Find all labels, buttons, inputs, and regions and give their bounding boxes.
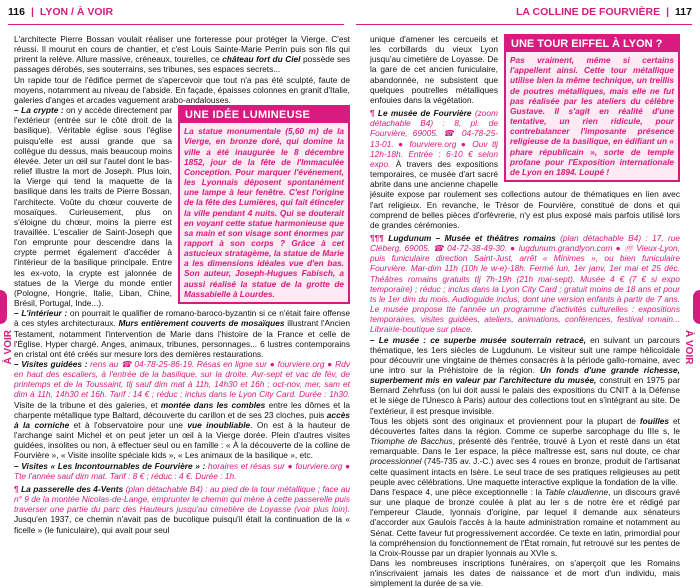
paragraph xyxy=(370,416,680,487)
info-box-tour-eiffel xyxy=(504,34,680,182)
right-header-rule xyxy=(356,24,692,25)
info-box-lumineuse xyxy=(178,105,350,304)
left-page-number: 116 xyxy=(8,6,25,18)
left-column xyxy=(14,34,350,535)
text: Visite de la tribune et des galeries, et xyxy=(14,399,161,410)
highlight: Un fonds d'une grande richesse, superbement mis en valeur par l'architecture du musée, xyxy=(370,365,680,386)
paragraph xyxy=(14,359,350,461)
text: Tous les objets sont des originaux et proviennent pour la plupart de xyxy=(370,415,640,426)
highlight: château fort du Ciel xyxy=(222,54,301,65)
header-separator: | xyxy=(30,6,34,18)
text: . On est à la hauteur de l'archange saint Michel et on peut jeter un œil à la Vierge dorée. Plein d'autres visites guidées, insolites ou non, à effectuer seul ou en famille : « À la découverte de la colline de Fourvière », « Visite insolite spéciale kids », « Les animaux de la basilique », etc. xyxy=(14,419,350,461)
practical-info: Mar-dim 11h (10h le w-e)-18h. Fermé lun, 1er janv, 1er mai et 25 déc. Théâtres romains gratuits tlj 7h-19h (21h mai-sept). Musée 4 € (7 € si expo temporaire) ; réduc ; inclus dans la Lyon City Card ; gratuit moins de 18 ans et pour ts le 1er dim du mois. Audioguide inclus, dont une version enfants à partir de 7 ans. Le musée propose tte l'année un programme d'activités culturelles : expositions temporaires, visites guidées, ateliers, animations, conférences, festival romain... Librairie-boutique sur place. xyxy=(370,263,680,335)
landmark-icon: ¶ xyxy=(14,483,19,494)
left-section-title: LYON / À VOIR xyxy=(39,6,114,18)
right-column xyxy=(370,34,680,588)
paragraph xyxy=(14,461,350,481)
side-tab-label: À VOIR xyxy=(3,330,14,365)
text: (745-735 av. J.-C.) avec ses 4 roues en bronze, produit de l'artisanat celte quasiment intacts en Isère. Le seul trace de ses pratiques religieuses au petit peuple avec célébrations. Une maquette interactive explique la fondation de la ville. xyxy=(370,456,680,487)
practical-info: (plan détachable B4) : 17, rue Cléberg, 69005. ☎ 04-72-38-49-30. ● lugdunum.grandlyon.com ● ⓜ Vieux-Lyon, puis funiculaire direction Saint-Just, arrêt « Minimes », ou bien funiculaire Fourvière. xyxy=(370,232,680,274)
landmark-icon: ¶ xyxy=(370,108,375,119)
info-box-title: UNE TOUR EIFFEL À LYON ? xyxy=(506,36,678,52)
info-box-text: Pas vraiment, même si certains l'appellent ainsi. Cette tour métallique utilise bien la même technique, un treillis de poutres métalliques, mais elle ne fut pas réalisée par les ateliers du célèbre Gustave. Il s'agit en réalité d'une tentative, un rien ridicule, pour contrebalancer l'imposante présence religieuse de la basilique, en édifiant un « phare républicain », sorte de temple profane pour l'Exposition internationale de Lyon en 1894. Loupé ! xyxy=(506,52,678,180)
highlight: fouilles xyxy=(639,415,670,426)
info-box-title: UNE IDÉE LUMINEUSE xyxy=(180,107,348,123)
text: on y accède directement par l'extérieur (entrée sur le côté droit de la basilique). Véritable église sous l'église puisqu'elle est aussi grande que sa collègue du dessus, mais beaucoup moins élevée. Jeter un œil sur l'autel dont le bas-relief illustre la mort de Joseph. Plus loin, la Vierge qui tend la maquette de la basilique dans les traits de Pierre Bossan, l'architecte. Voûte du chœur couverte de mosaïques. Curieusement, plus on s'éloigne du chœur, moins la pierre est travaillée. L'escalier de Saint-Joseph que l'on emprunte pour descendre dans la crypte permet également d'accéder à l'intérieur de la basilique principale. Entre les ex-voto, la crypte est jalonnée de statues de la Vierge du monde entier (Pologne, Hongrie, Italie, Liban, Chine, Brésil, Portugal, Inde...). xyxy=(14,105,172,309)
paragraph xyxy=(370,233,680,335)
left-header-rule xyxy=(8,24,344,25)
right-page-header xyxy=(516,0,692,24)
paragraph: Un rapide tour de l'édifice permet de s'apercevoir que tout n'a pas été sculpté, faute de moyens, notamment au niveau de l'abside. En façade, épaisses colonnes en granit d'Italie, galeries d'anges et arcades vaguement arabo-andalouses. xyxy=(14,74,350,105)
text: illustrant l'Ancien Testament, notamment l'intervention de Marie dans l'histoire de la France et celle de l'Église. Hyper chargé. Anges, animaux, tribunes, personnages... 6 lustres contemporains en cristal ont été créés sur mesure lors des dernières restaurations. xyxy=(14,318,350,359)
text: construit en 1975 par Bernard Zehrfuss (on lui doit aussi le palais des expositions du CNIT à la Défense et le siège de l'Unesco à Paris) autour des collections tout en s'intégrant au site. De l'extérieur, il est presque invisible. xyxy=(370,375,680,416)
practical-info: (zoom détachable B4) : 8, pl. de Fourvière, 69005. ☎ 04-78-25-13-01. ● fourviere.org ● Ouv tlj 12h-18h. Entrée : 6-10 € selon expo. xyxy=(370,108,499,169)
place-name: Lugdunum – Musée et théâtres romains xyxy=(388,232,556,243)
subheading: – Le musée : xyxy=(370,334,427,345)
text: Dans l'espace 4, une pièce exceptionnelle : la xyxy=(370,486,545,497)
text: , un discours gravé sur une plaque de bronze coulée à plat au Ier s de notre ère et rédigé par l'empereur Claude, lyonnais d'origine, par lequel il demande aux sénateurs d'accorder aux Gaulois l'accès à la haute administration romaine et notamment au Sénat. Cette faveur fut progressivement accordée. Ce texte en latin, primordial pour la compréhension du fonctionnement de l'État romain, fut retrouvé sur les pentes de la Croix-Rousse par un drapier lyonnais au XVIe s. xyxy=(370,486,680,558)
text: en suivant un parcours thématique, les 1ers siècles de Lugdunum. Le visiteur suit une rampe hélicoïdale pour découvrir une vingtaine de thèmes consacrés à la période gallo-romaine, avec une intro sur la Préhistoire de la région. xyxy=(370,334,680,375)
practical-info: horaires et résas sur ● fourviere.org ● Tte l'année sauf dim mat. Tarif : 8 € ; réduc : 4 €. Durée : 1h. xyxy=(14,460,350,481)
subheading: – Visites « Les Incontournables de Fourvière » : xyxy=(14,460,206,471)
text: À travers des expositions temporaires, ce musée d'art sacré abrite dans une ancienne chapelle jésuite expose par roulement ses collections autour de thématiques en lien avec l'art religieux. En revanche, le Trésor de Fourvière, constitué de dons et qui comprend de belles pièces d'orfèvrerie, n'y est plus exposé mais parfois utilisé lors de grandes cérémonies. xyxy=(370,158,680,230)
practical-info: (plan détachable B4) : au pied de la tour métallique ; face au n° 9 de la montée Nicolas-de-Lange, emprunter le chemin qui mène à cette passerelle puis traverser une partie du parc des Hauteurs jusqu'au cimetière de Loyasse (voir plus loin). xyxy=(14,483,350,515)
place-name: La passerelle des 4-Vents xyxy=(21,483,124,494)
place-name: Le musée de Fourvière xyxy=(377,108,472,119)
text: Jusqu'en 1937, ce chemin n'avait pas de bucolique puisqu'il était la continuation de la « ficelle » (le funiculaire), qui avait pour seul xyxy=(14,514,350,535)
highlight: Murs entièrement couverts de mosaïques xyxy=(118,318,285,329)
highlight: montée dans les combles xyxy=(160,399,266,410)
paragraph: unique d'amener les cercueils et les corbillards du vieux Lyon jusqu'au cimetière de Loyasse. De la gare de cet ancien funiculaire, abandonnée, ne subsistent que quelques poutrelles métalliques enfouies dans la végétation. xyxy=(370,34,498,105)
subheading: – Visites guidées : xyxy=(14,359,88,369)
header-separator: | xyxy=(666,6,670,18)
right-side-tab xyxy=(680,290,700,390)
text: et à l'observatoire pour une xyxy=(69,419,188,430)
paragraph: Dans les nombreuses inscriptions funéraires, on s'aperçoit que les Romains n'inscrivaient jamais les dates de naissance et de mort d'un individu, mais simplement la durée de sa vie. xyxy=(370,557,680,588)
highlight: ce superbe musée souterrain retracé, xyxy=(426,334,586,345)
left-page-header xyxy=(8,0,113,24)
tab-marker xyxy=(0,290,7,324)
info-box-text: La statue monumentale (5,60 m) de la Vierge, en bronze doré, qui domine la ville a été inaugurée le 8 décembre 1852, jour de la fête de l'Immaculée Conception. Pour marquer l'événement, les Lyonnais déposent spontanément une lampe à leur fenêtre. C'est l'origine de la fête des Lumières, qui fait étinceler la ville pendant 4 nuits. Qui se douterait en voyant cette statue harmonieuse que sa main et son visage sont énormes par rapport à son corps ? Grâce à cet astucieux stratagème, la statue de Marie a les dimensions idéales vue d'en bas. Son auteur, Joseph-Hugues Fabisch, a aussi réalisé la statue de la grotte de Massabielle à Lourdes. xyxy=(180,123,348,302)
text: et découvertes faites dans la région. Comme ce superbe sarcophage du IIIe s, le xyxy=(370,415,680,436)
side-tab-label: À VOIR xyxy=(683,330,694,365)
text: L'architecte Pierre Bossan voulait réaliser une forteresse pour protéger la Vierge. C'est réussi. Il mourut en cours de chantier, et c'est Louis Sainte-Marie Perrin puis son fils qui prirent la relève. Allure massive, créneaux, tourelles, ce xyxy=(14,34,350,65)
highlight: vue inoubliable xyxy=(187,419,251,430)
artwork-title: Table claudienne xyxy=(544,486,609,497)
paragraph xyxy=(370,335,680,416)
practical-info: rens au ☎ 04-78-25-86-19. Résas en ligne sur ● fourviere.org ● Rdv en haut des escaliers, à l'entrée de la basilique, sur la droite. Avr-sept et vac de fév, de printemps et de la Toussaint, tlj sauf dim mat à 11h, 14h30 et 16h ; oct-nov, mer, sam et dim à 11h, 14h30 et 16h. Tarif : 14 € ; réduc ; inclus dans le Lyon City Card. Durée : 1h30. xyxy=(14,359,350,400)
paragraph xyxy=(14,484,350,535)
text: , présenté dès l'entrée, trouvé à Lyon et resté dans un état remarquable. Dans le 1er espace, la pièce maîtresse est, sans nul doute, ce char xyxy=(370,436,681,457)
paragraph xyxy=(14,34,350,75)
subheading: – La crypte : xyxy=(14,105,64,116)
paragraph xyxy=(14,308,350,359)
text: entre les dômes et la charpente métallique type Baltard, découverte du carillon et de ses 23 cloches, puis xyxy=(14,399,350,420)
tab-marker xyxy=(693,290,700,324)
artwork-title: processionnel xyxy=(370,456,422,467)
text: possède ses passages dérobés, ses souterrains, ses tribunes, ses espaces secrets... xyxy=(14,54,350,75)
artwork-title: Triomphe de Bacchus xyxy=(370,436,453,447)
paragraph xyxy=(370,487,680,558)
right-page-number: 117 xyxy=(675,6,692,18)
text: on pourrait le qualifier de romano-baroco-byzantin si ce n'était faire offense à ces styles architecturaux. xyxy=(14,308,350,329)
right-section-title: LA COLLINE DE FOURVIÈRE xyxy=(516,6,661,18)
museum-icon: ¶¶¶ xyxy=(370,232,384,243)
subheading: – L'intérieur : xyxy=(14,308,68,319)
highlight: accès à la corniche xyxy=(14,409,350,430)
